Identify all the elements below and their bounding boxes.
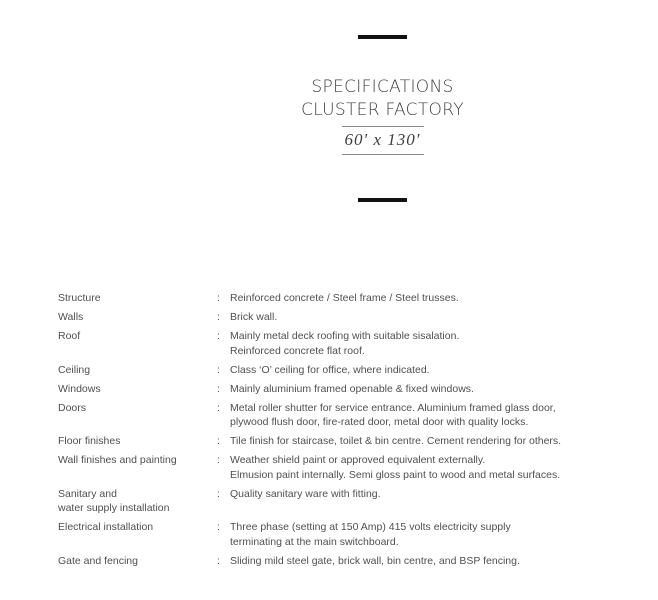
spec-label-line: Wall finishes and painting [58, 454, 177, 466]
spec-label-line: Sanitary and [58, 487, 117, 500]
spec-label [58, 291, 217, 306]
spec-colon: : [217, 330, 220, 342]
spec-value-line: Elmusion paint internally. Semi gloss paint to wood and metal surfaces. [230, 468, 561, 481]
spec-label [58, 453, 217, 468]
spec-label [58, 310, 217, 325]
spec-label-line: Roof [58, 330, 81, 342]
spec-row [58, 310, 638, 325]
spec-row [58, 487, 638, 516]
spec-value-line: Metal roller shutter for service entrance. Aluminium framed glass door, [230, 401, 556, 414]
spec-value-line: plywood flush door, fire-rated door, metal door with quality locks. [230, 416, 529, 428]
spec-colon: : [217, 311, 220, 323]
spec-value-line: Brick wall. [230, 311, 278, 323]
spec-value-line: Mainly aluminium framed openable & fixed windows. [230, 382, 474, 395]
spec-value-line: Three phase (setting at 150 Amp) 415 volts electricity supply [230, 521, 511, 533]
spec-value-line: Class ‘O’ ceiling for office, where indicated. [230, 363, 430, 376]
title-block [280, 76, 485, 155]
spec-value [230, 554, 638, 569]
spec-colon: : [217, 401, 220, 414]
spec-value [230, 329, 638, 358]
spec-value [230, 487, 638, 502]
spec-row [58, 363, 638, 378]
spec-value-line: Mainly metal deck roofing with suitable sisalation. [230, 330, 460, 342]
top-decorative-rule [358, 35, 407, 39]
spec-row [58, 382, 638, 397]
spec-value [230, 401, 638, 430]
spec-colon: : [217, 435, 220, 447]
spec-row [58, 329, 638, 358]
spec-label-line: Walls [58, 311, 84, 323]
spec-label [58, 363, 217, 378]
unit-size-frame [342, 126, 424, 155]
spec-label-line: Doors [58, 401, 87, 414]
spec-value [230, 291, 638, 306]
spec-label [58, 329, 217, 344]
spec-row [58, 520, 638, 549]
spec-colon: : [217, 382, 220, 395]
spec-value [230, 310, 638, 325]
spec-value [230, 363, 638, 378]
spec-value-line: Quality sanitary ware with fitting. [230, 487, 381, 500]
specification-list [58, 291, 638, 573]
spec-label [58, 554, 217, 569]
spec-label [58, 434, 217, 449]
page-title-line-1: SPECIFICATIONS [311, 77, 454, 97]
spec-value-line: Tile finish for staircase, toilet & bin centre. Cement rendering for others. [230, 435, 562, 447]
spec-row [58, 554, 638, 569]
spec-colon: : [217, 292, 220, 304]
spec-row [58, 453, 638, 482]
spec-value-line: Reinforced concrete flat roof. [230, 344, 365, 357]
page-title-line-2: CLUSTER FACTORY [301, 100, 464, 120]
spec-label-line: Gate and fencing [58, 554, 138, 567]
spec-row [58, 401, 638, 430]
spec-label-line: Floor finishes [58, 435, 121, 447]
spec-label [58, 487, 217, 516]
spec-label [58, 520, 217, 535]
spec-label-line: Ceiling [58, 363, 91, 376]
unit-size: 60′ x 130′ [344, 130, 421, 149]
spec-colon: : [217, 454, 220, 466]
spec-label [58, 382, 217, 397]
spec-colon: : [217, 487, 220, 500]
spec-colon: : [217, 521, 220, 533]
spec-label-line: Windows [58, 382, 101, 395]
spec-label-line: Structure [58, 292, 101, 304]
spec-label [58, 401, 217, 416]
spec-value [230, 453, 638, 482]
spec-value-line: Sliding mild steel gate, brick wall, bin centre, and BSP fencing. [230, 554, 520, 567]
spec-value-line: terminating at the main switchboard. [230, 535, 399, 548]
spec-row [58, 434, 638, 449]
spec-label-line: Electrical installation [58, 521, 154, 533]
spec-label-line: water supply installation [58, 502, 170, 514]
spec-value [230, 520, 638, 549]
spec-value-line: Reinforced concrete / Steel frame / Steel trusses. [230, 292, 459, 304]
spec-row [58, 291, 638, 306]
bottom-decorative-rule [358, 198, 407, 202]
spec-colon: : [217, 554, 220, 567]
spec-value [230, 382, 638, 397]
spec-colon: : [217, 363, 220, 376]
spec-value [230, 434, 638, 449]
spec-value-line: Weather shield paint or approved equivalent externally. [230, 454, 486, 466]
